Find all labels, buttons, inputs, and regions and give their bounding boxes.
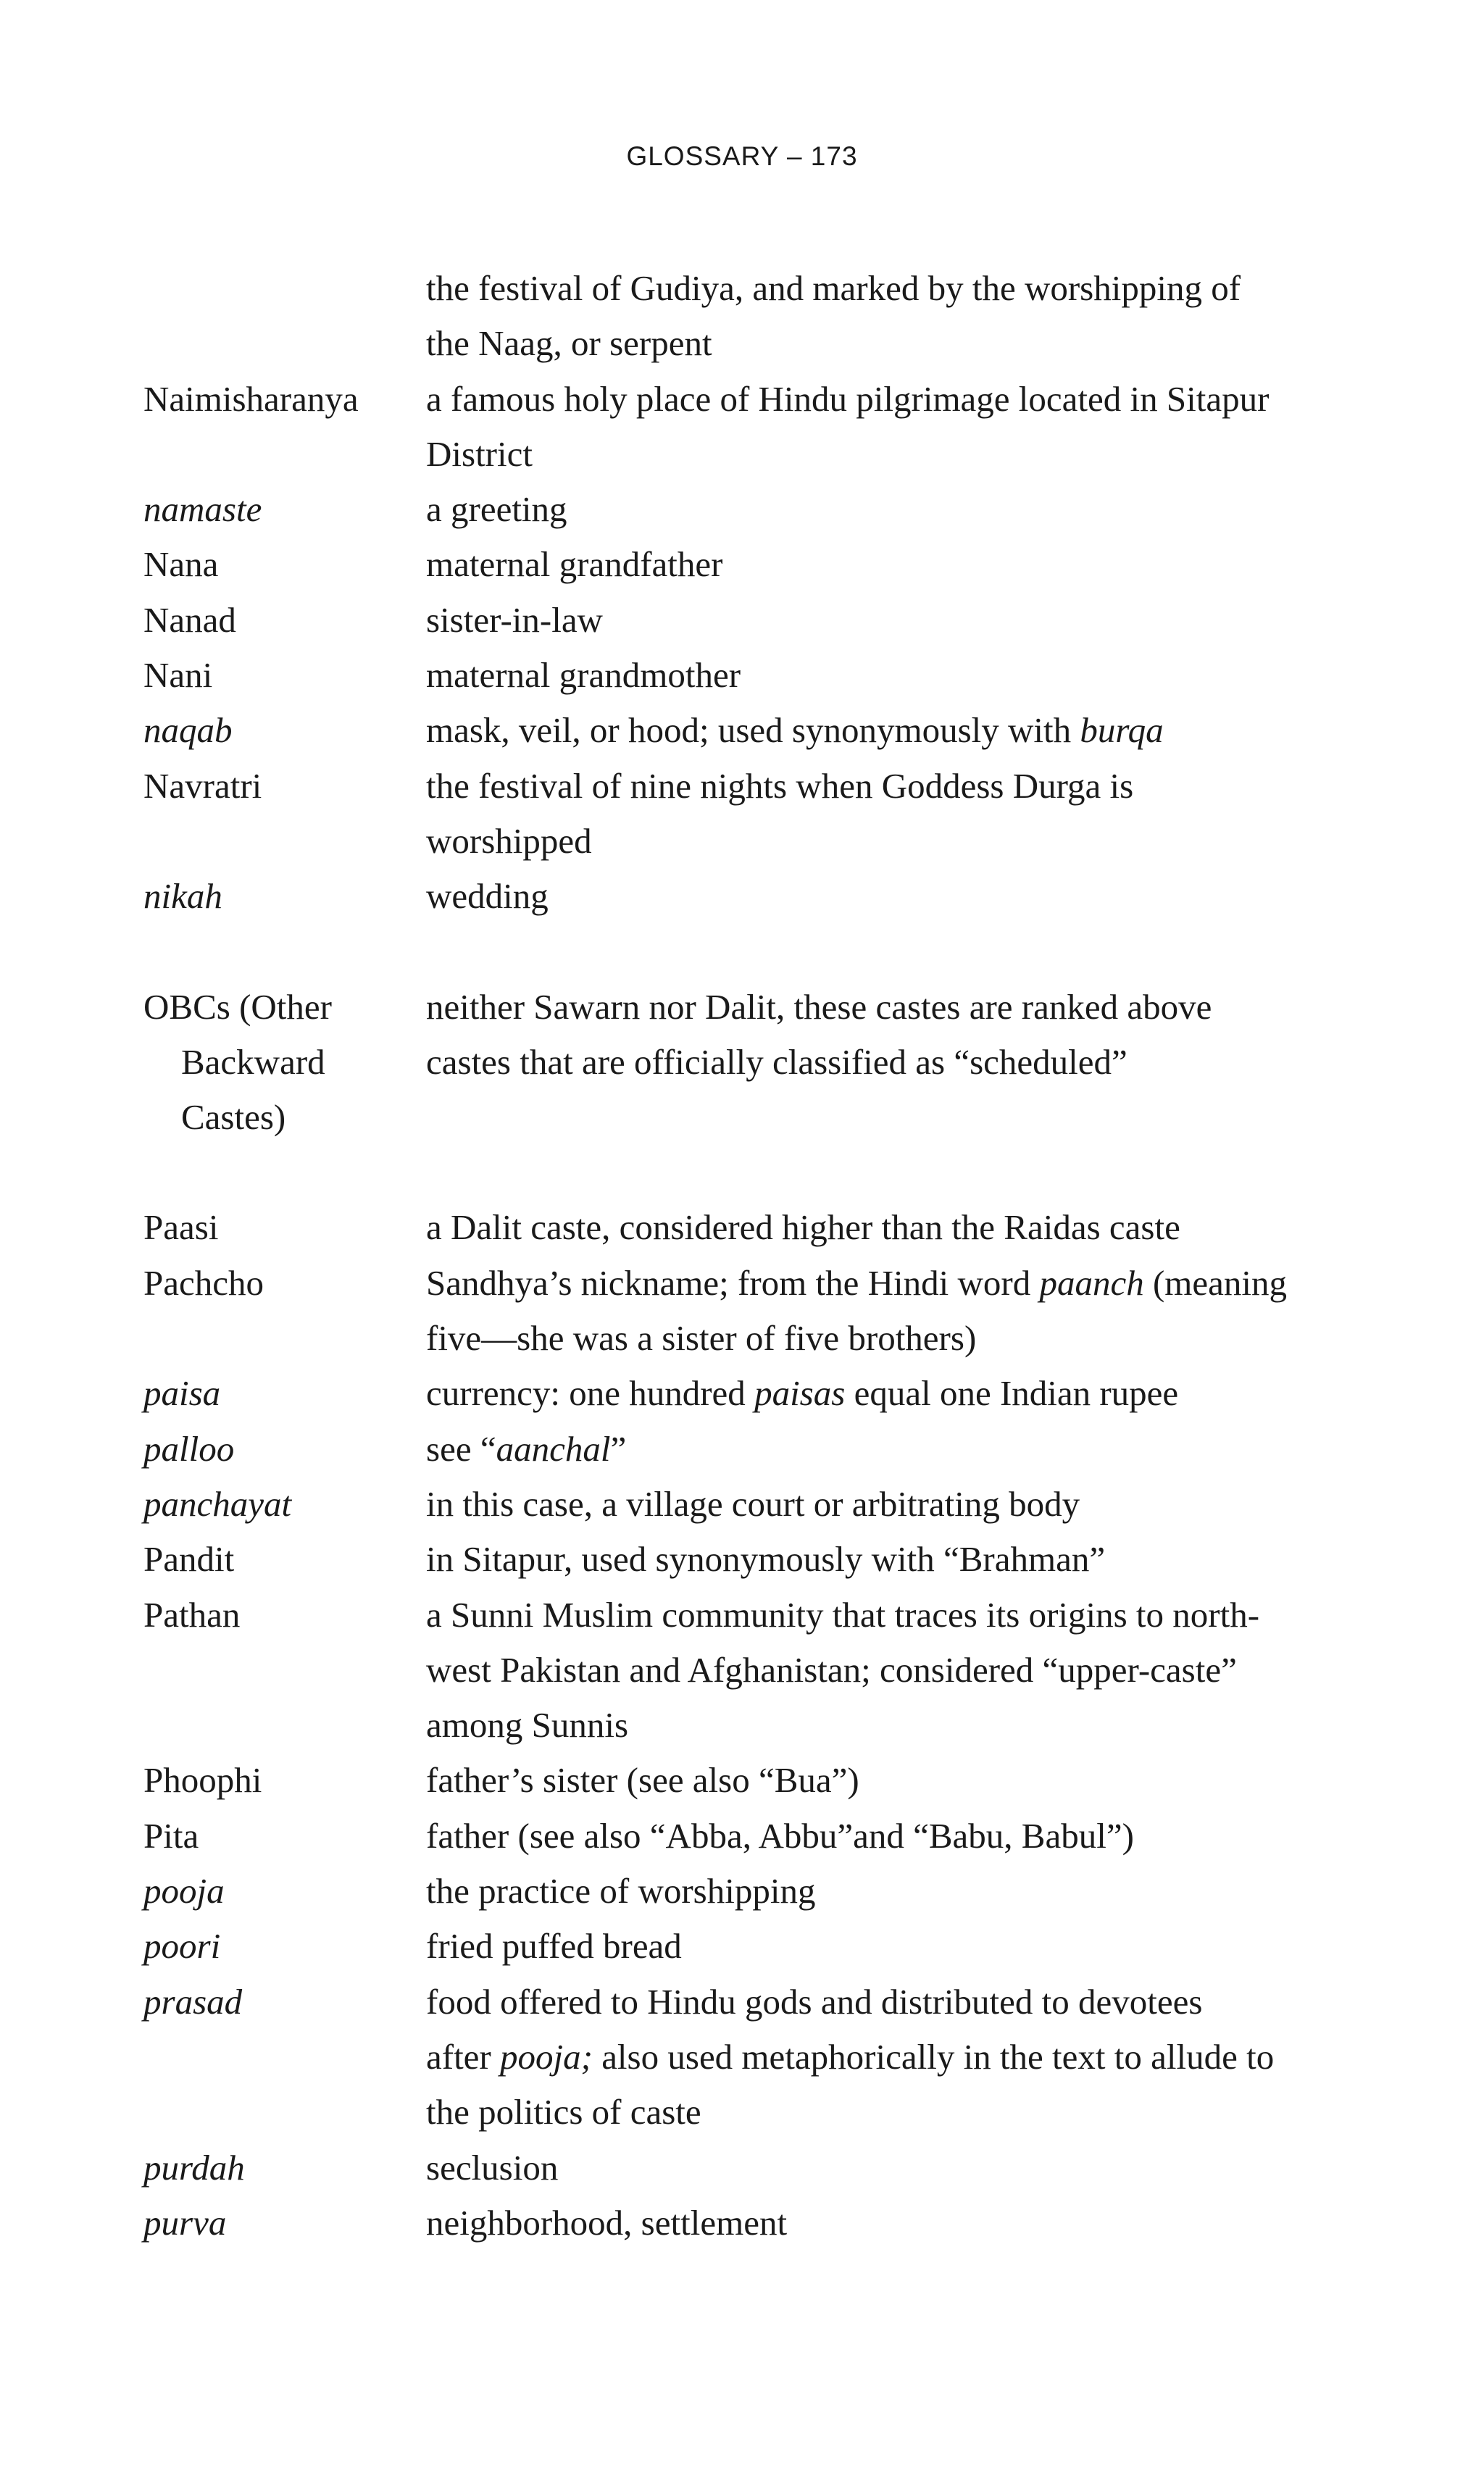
- glossary-line: [143, 1809, 1332, 1864]
- glossary-definition: fried puffed bread: [426, 1926, 682, 1967]
- glossary-definition: food offered to Hindu gods and distributed to devotees: [426, 1981, 1203, 2022]
- glossary-line: [143, 261, 1332, 316]
- glossary-definition: Sandhya’s nickname; from the Hindi word paanch (meaning: [426, 1262, 1287, 1303]
- glossary-definition: currency: one hundred paisas equal one Indian rupee: [426, 1373, 1179, 1414]
- glossary-line: [143, 814, 1332, 869]
- glossary-line: [143, 1311, 1332, 1366]
- glossary-definition: maternal grandmother: [426, 655, 741, 696]
- glossary-term: palloo: [143, 1428, 235, 1469]
- glossary-definition: in Sitapur, used synonymously with “Brahman”: [426, 1539, 1106, 1580]
- glossary-term: Navratri: [143, 765, 262, 806]
- glossary-line: [143, 1090, 1332, 1145]
- glossary-line: [143, 1864, 1332, 1919]
- glossary-definition: the festival of nine nights when Goddess Durga is: [426, 765, 1134, 806]
- glossary-line: [143, 1366, 1332, 1421]
- glossary-line: [143, 703, 1332, 758]
- glossary-line: [143, 427, 1332, 482]
- glossary-term: panchayat: [143, 1483, 292, 1524]
- glossary-definition: father’s sister (see also “Bua”): [426, 1760, 859, 1801]
- glossary-line: [143, 316, 1332, 371]
- glossary-line: [143, 1422, 1332, 1477]
- glossary-line: [143, 759, 1332, 814]
- glossary-line: [143, 1532, 1332, 1587]
- glossary-term: Naimisharanya: [143, 378, 359, 419]
- glossary-term: Pandit: [143, 1539, 235, 1580]
- glossary-definition: west Pakistan and Afghanistan; considered “upper-caste”: [426, 1649, 1237, 1690]
- glossary-term: purdah: [143, 2147, 245, 2188]
- glossary-line: [143, 1200, 1332, 1255]
- glossary-definition: maternal grandfather: [426, 544, 723, 585]
- glossary-term: paisa: [143, 1373, 221, 1414]
- glossary-line: [143, 1256, 1332, 1311]
- glossary-term: Phoophi: [143, 1760, 262, 1801]
- glossary-term: nikah: [143, 876, 222, 917]
- glossary-definition: the festival of Gudiya, and marked by the worshipping of: [426, 268, 1241, 308]
- glossary-term: poori: [143, 1926, 221, 1967]
- glossary-definition: the politics of caste: [426, 2092, 701, 2132]
- glossary-definition: castes that are officially classified as “scheduled”: [426, 1041, 1127, 1082]
- glossary-definition: neither Sawarn nor Dalit, these castes are ranked above: [426, 986, 1212, 1027]
- glossary-line: [143, 980, 1332, 1035]
- glossary-line: [143, 1698, 1332, 1753]
- glossary-line: [143, 372, 1332, 427]
- glossary-term: purva: [143, 2202, 227, 2243]
- glossary-term-continuation: Backward: [181, 1041, 325, 1082]
- glossary-term: Nanad: [143, 599, 236, 640]
- glossary-line: [143, 537, 1332, 592]
- glossary-term: Pathan: [143, 1594, 241, 1635]
- glossary-definition: among Sunnis: [426, 1705, 629, 1746]
- glossary-line: [143, 1588, 1332, 1643]
- glossary-line: [143, 1753, 1332, 1808]
- glossary-term: Nana: [143, 544, 219, 585]
- glossary-definition: worshipped: [426, 820, 592, 861]
- glossary-term: OBCs (Other: [143, 986, 332, 1027]
- glossary-definition: a Dalit caste, considered higher than the Raidas caste: [426, 1207, 1180, 1248]
- glossary-term: Pachcho: [143, 1262, 264, 1303]
- glossary-line: [143, 1643, 1332, 1698]
- glossary-term: Nani: [143, 655, 213, 696]
- glossary-line: [143, 869, 1332, 924]
- glossary-line: [143, 648, 1332, 703]
- glossary-definition: father (see also “Abba, Abbu”and “Babu, Babul”): [426, 1815, 1134, 1856]
- glossary-definition: five—she was a sister of five brothers): [426, 1318, 977, 1359]
- glossary-definition: neighborhood, settlement: [426, 2202, 788, 2243]
- glossary-definition: seclusion: [426, 2147, 559, 2188]
- glossary-line: [143, 2140, 1332, 2196]
- glossary-definition: after pooja; also used metaphorically in the text to allude to: [426, 2036, 1275, 2077]
- glossary-line: [143, 2085, 1332, 2140]
- glossary-term: Pita: [143, 1815, 199, 1856]
- glossary-term: Paasi: [143, 1207, 219, 1248]
- glossary-line: [143, 1975, 1332, 2030]
- glossary-definition: see “aanchal”: [426, 1428, 627, 1469]
- glossary-term: naqab: [143, 710, 233, 751]
- glossary-line: [143, 1035, 1332, 1090]
- glossary-line: [143, 593, 1332, 648]
- glossary-definition: a Sunni Muslim community that traces its origins to north-: [426, 1594, 1260, 1635]
- glossary-line: [143, 2196, 1332, 2251]
- glossary-term: namaste: [143, 489, 262, 530]
- glossary-definition: the practice of worshipping: [426, 1871, 816, 1911]
- glossary-definition: the Naag, or serpent: [426, 323, 712, 364]
- glossary-definition: in this case, a village court or arbitrating body: [426, 1483, 1080, 1524]
- glossary-definition: sister-in-law: [426, 599, 603, 640]
- glossary-term: prasad: [143, 1981, 243, 2022]
- glossary-list: [143, 261, 1332, 2251]
- glossary-line: [143, 1477, 1332, 1532]
- glossary-definition: District: [426, 433, 533, 474]
- glossary-line: [143, 1919, 1332, 1974]
- glossary-definition: a greeting: [426, 489, 567, 530]
- glossary-term: pooja: [143, 1871, 225, 1911]
- glossary-line: [143, 482, 1332, 537]
- glossary-definition: wedding: [426, 876, 549, 917]
- running-head: GLOSSARY – 173: [626, 141, 858, 171]
- glossary-definition: mask, veil, or hood; used synonymously with burqa: [426, 710, 1164, 751]
- glossary-term-continuation: Castes): [181, 1097, 286, 1138]
- glossary-line: [143, 2030, 1332, 2085]
- glossary-definition: a famous holy place of Hindu pilgrimage located in Sitapur: [426, 378, 1270, 419]
